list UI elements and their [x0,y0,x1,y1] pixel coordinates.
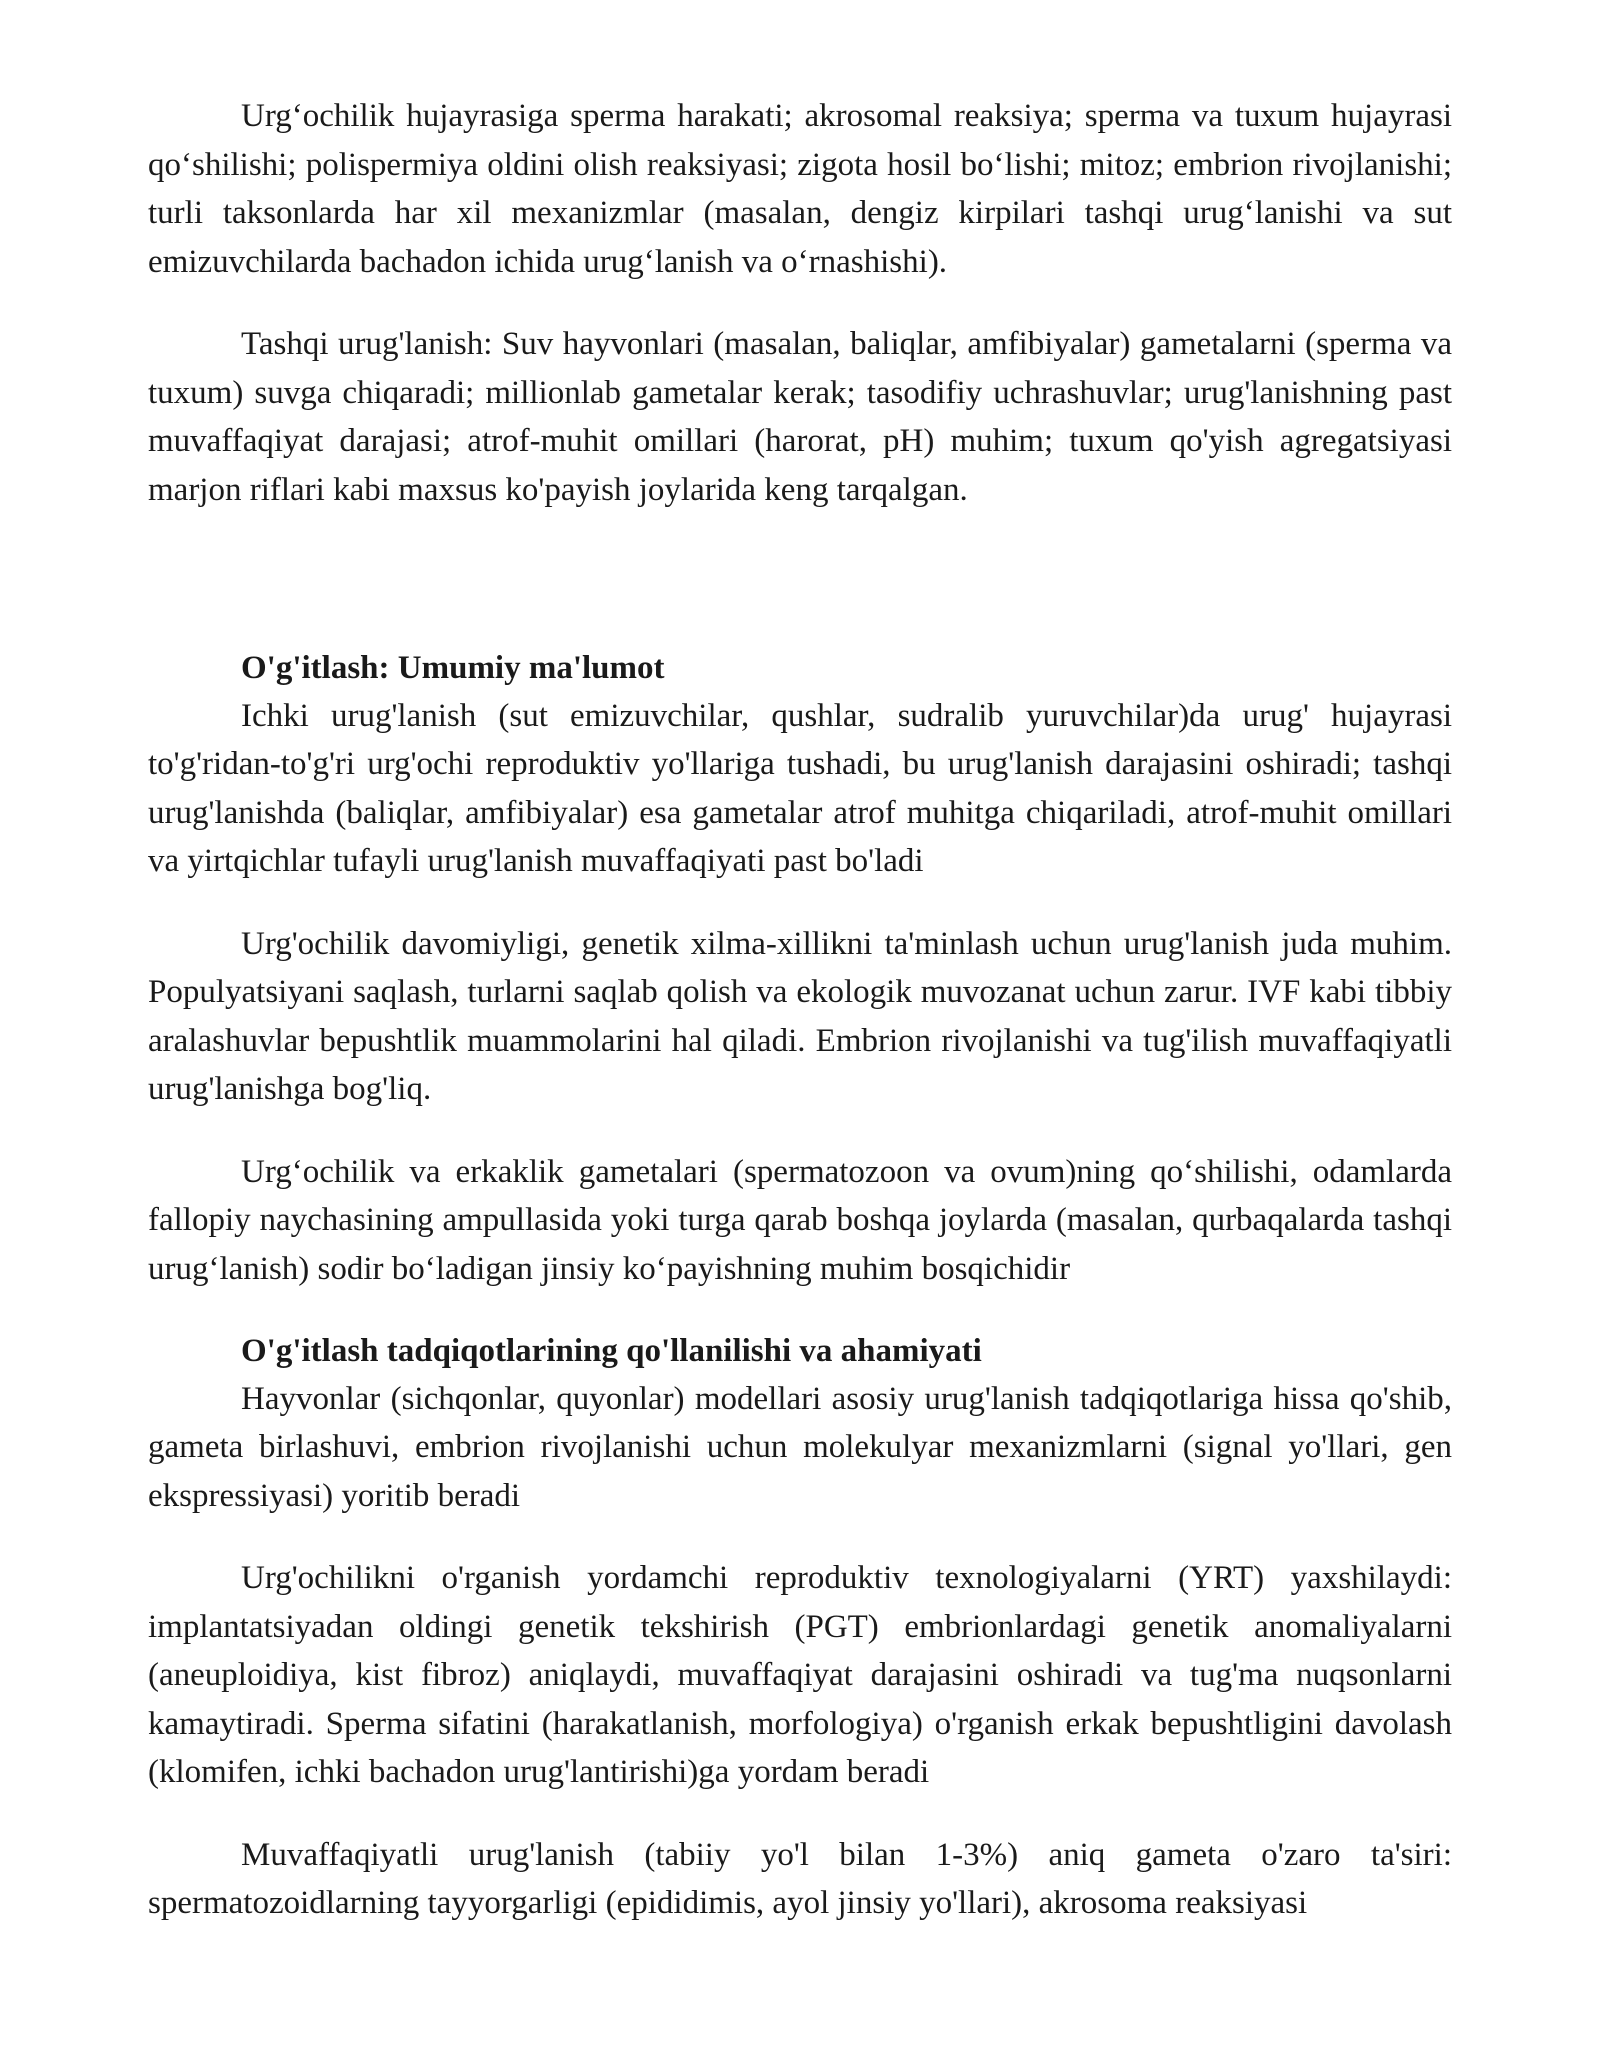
paragraph-external-fertilization: Tashqi urug'lanish: Suv hayvonlari (masalan, baliqlar, amfibiyalar) gametalarni (sperma va tuxum) suvga chiqaradi; millionlab gametalar kerak; tasodifiy uchrashuvlar; urug'lanishning past muvaffaqiyat darajasi; atrof-muhit omillari (harorat, pH) muhim; tuxum qo'yish agregatsiyasi marjon riflari kabi maxsus ko'payish joylarida keng tarqalgan. [148,326,1452,508]
paragraph-animal-models: Hayvonlar (sichqonlar, quyonlar) modellari asosiy urug'lanish tadqiqotlariga hissa qo'shib, gameta birlashuvi, embrion rivojlanishi uchun molekulyar mexanizmlarni (signal yo'llari, gen ekspressiyasi) yoritib beradi [148,1380,1452,1514]
paragraph-gamete-fusion: Urg‘ochilik va erkaklik gametalari (spermatozoon va ovum)ning qo‘shilishi, odamlarda fallopiy naychasining ampullasida yoki turga qarab boshqa joylarda (masalan, qurbaqalarda tashqi urug‘lanish) sodir bo‘ladigan jinsiy ko‘payishning muhim bosqichidir [148,1153,1452,1287]
paragraph-fertilization-steps: Urg‘ochilik hujayrasiga sperma harakati; akrosomal reaksiya; sperma va tuxum hujayrasi qo‘shilishi; polispermiya oldini olish reaksiyasi; zigota hosil bo‘lishi; mitoz; embrion rivojlanishi; turli taksonlarda har xil mexanizmlar (masalan, dengiz kirpilari tashqi urug‘lanishi va sut emizuvchilarda bachadon ichida urug‘lanish va o‘rnashishi). [148,98,1452,280]
paragraph-successful-fertilization: Muvaffaqiyatli urug'lanish (tabiiy yo'l bilan 1-3%) aniq gameta o'zaro ta'siri: spermatozoidlarning tayyorgarligi (epididimis, ayol jinsiy yo'llari), akrosoma reaksiyasi [148,1836,1452,1921]
paragraph-importance: Urg'ochilik davomiyligi, genetik xilma-xillikni ta'minlash uchun urug'lanish juda muhim. Populyatsiyani saqlash, turlarni saqlab qolish va ekologik muvozanat uchun zarur. IVF kabi tibbiy aralashuvlar bepushtlik muammolarini hal qiladi. Embrion rivojlanishi va tug'ilish muvaffaqiyatli urug'lanishga bog'liq. [148,925,1452,1107]
document-page [148,92,1452,1928]
section-heading-research: O'g'itlash tadqiqotlarining qo'llanilishi va ahamiyati [241,1333,982,1369]
section-heading-overview: O'g'itlash: Umumiy ma'lumot [241,650,665,686]
paragraph-internal-fertilization: Ichki urug'lanish (sut emizuvchilar, qushlar, sudralib yuruvchilar)da urug' hujayrasi to'g'ridan-to'g'ri urg'ochi reproduktiv yo'llariga tushadi, bu urug'lanish darajasini oshiradi; tashqi urug'lanishda (baliqlar, amfibiyalar) esa gametalar atrof muhitga chiqariladi, atrof-muhit omillari va yirtqichlar tufayli urug'lanish muvaffaqiyati past bo'ladi [148,697,1452,879]
paragraph-art-research: Urg'ochilikni o'rganish yordamchi reproduktiv texnologiyalarni (YRT) yaxshilaydi: implantatsiyadan oldingi genetik tekshirish (PGT) embrionlardagi genetik anomaliyalarni (aneuploidiya, kist fibroz) aniqlaydi, muvaffaqiyat darajasini oshiradi va tug'ma nuqsonlarni kamaytiradi. Sperma sifatini (harakatlanish, morfologiya) o'rganish erkak bepushtligini davolash (klomifen, ichki bachadon urug'lantirishi)ga yordam beradi [148,1560,1452,1790]
